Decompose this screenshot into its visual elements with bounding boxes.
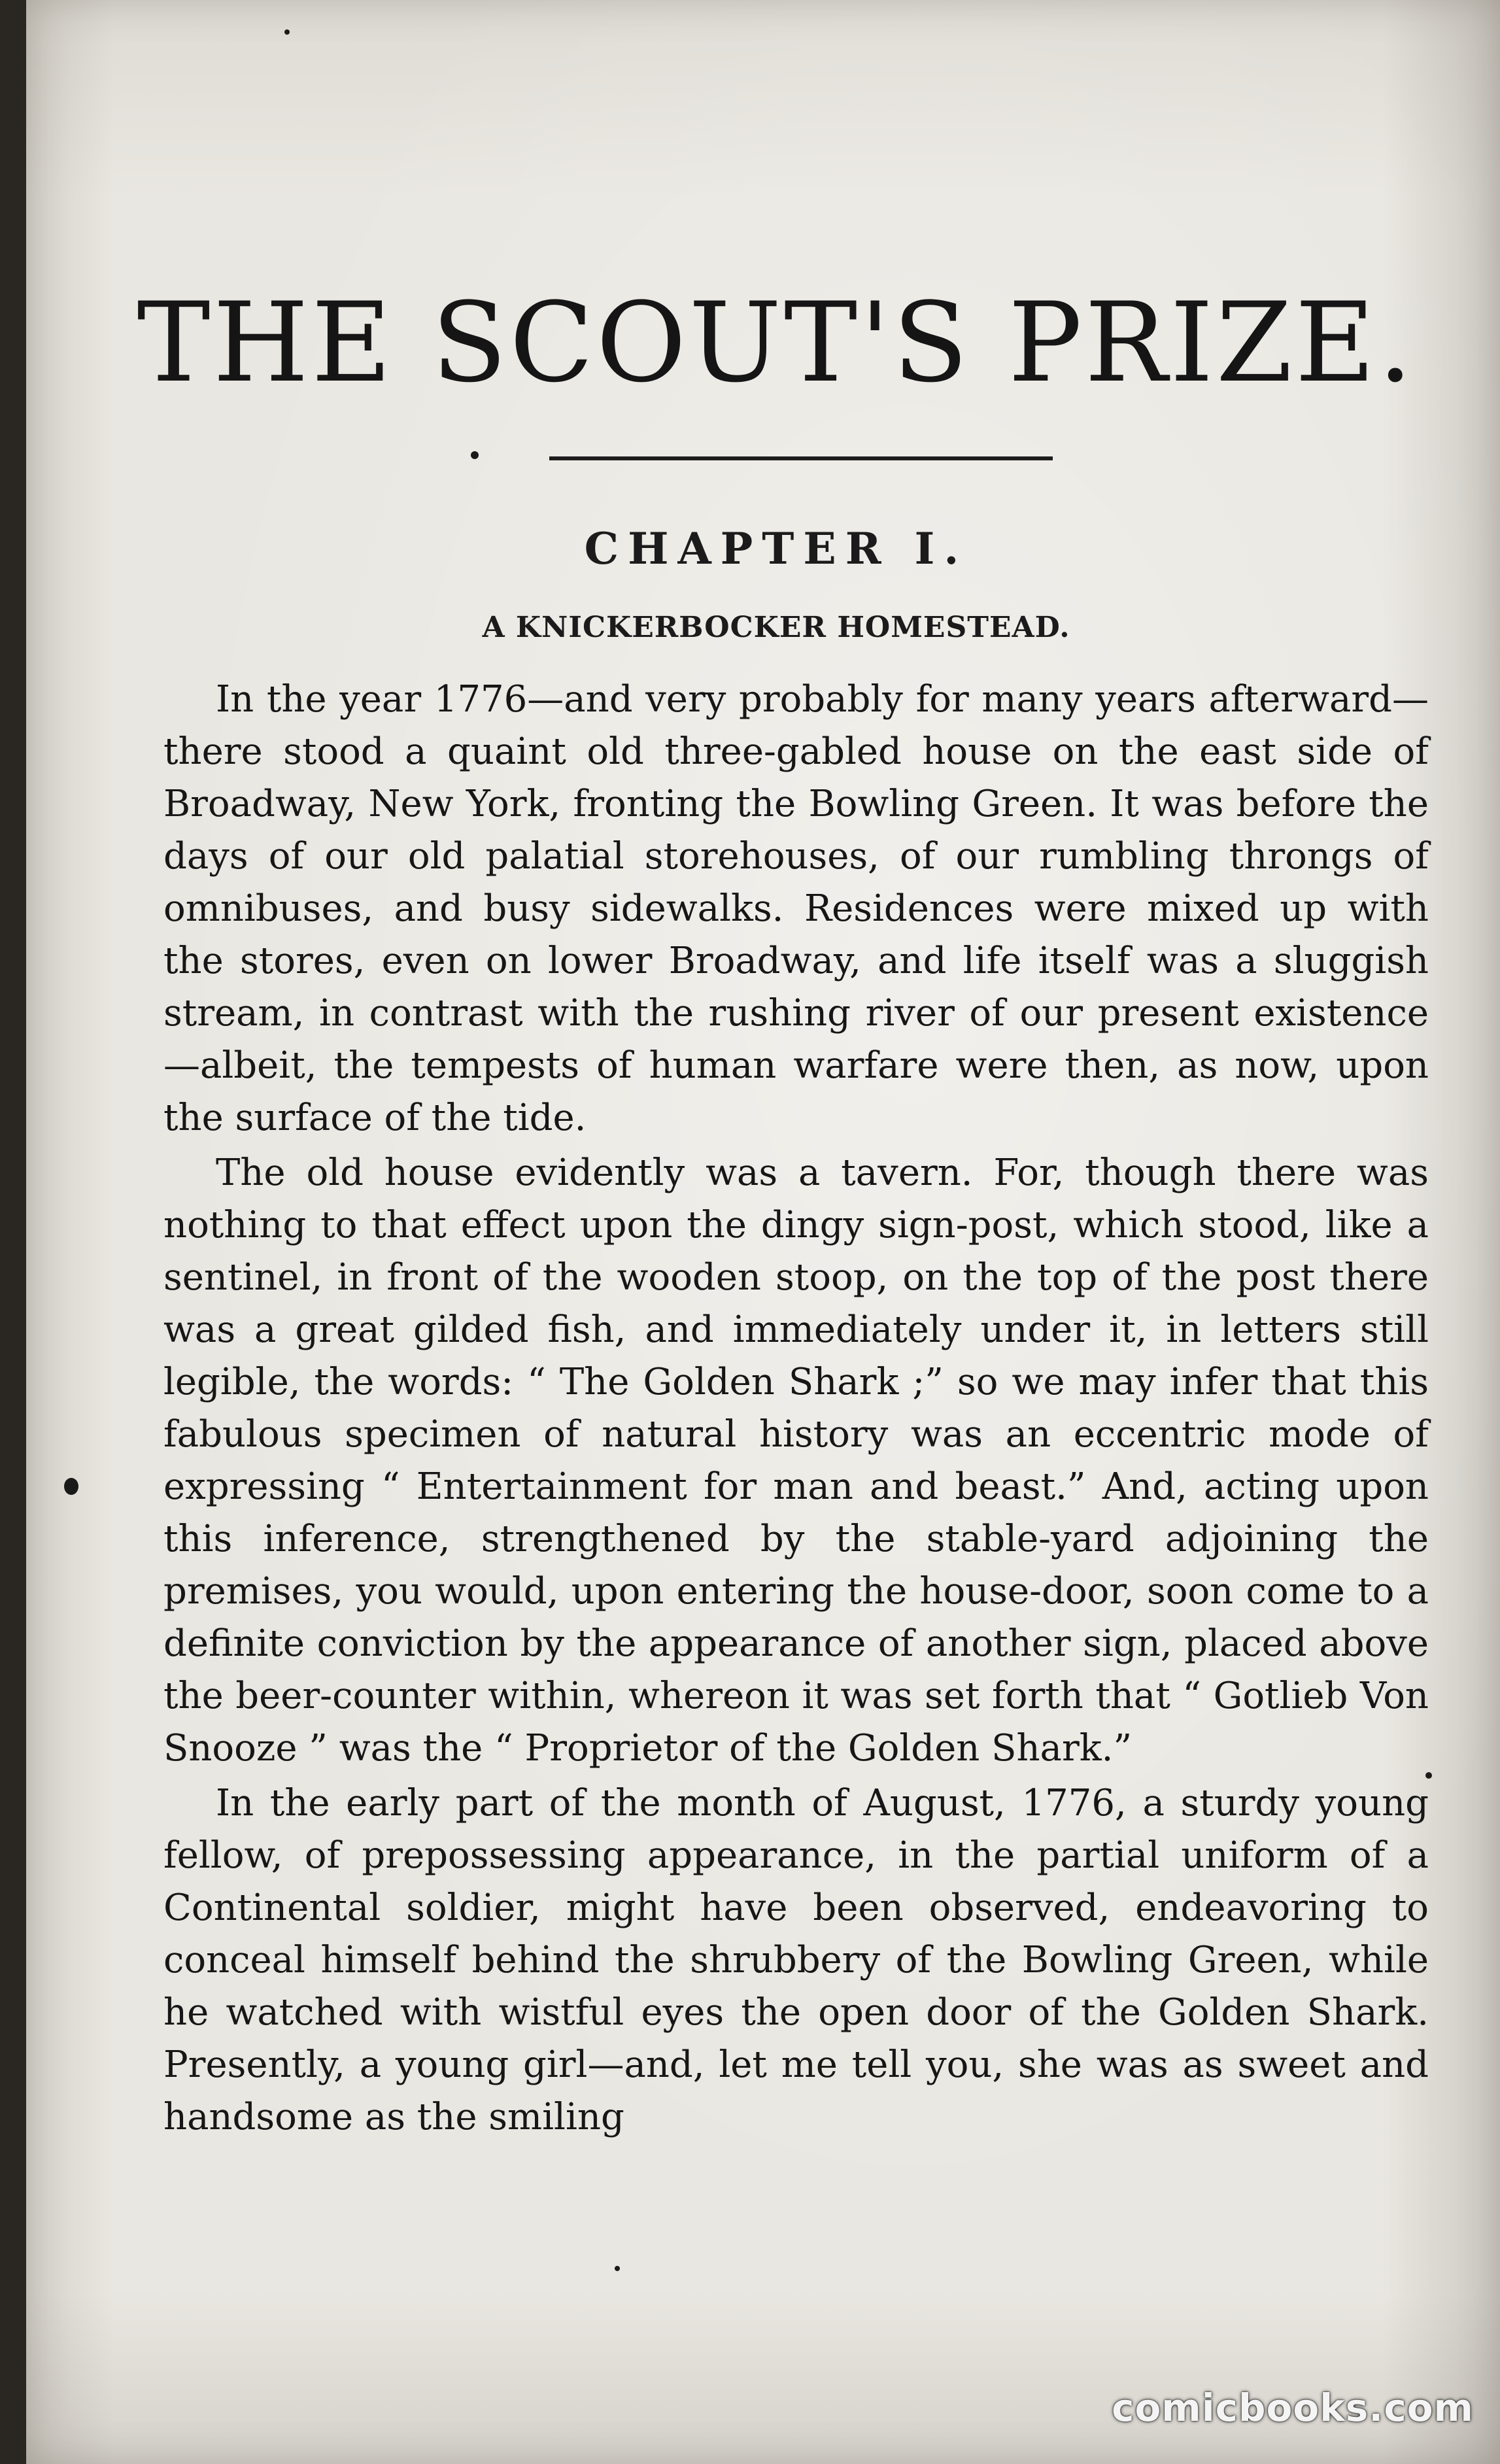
- chapter-heading: CHAPTER I.: [584, 523, 968, 574]
- ink-speck: [615, 2266, 620, 2271]
- ink-speck: [471, 451, 479, 459]
- book-title: THE SCOUT'S PRIZE.: [137, 279, 1416, 407]
- chapter-title: A KNICKERBOCKER HOMESTEAD.: [482, 611, 1070, 644]
- ink-speck: [284, 29, 290, 35]
- chapter-body-text: [163, 674, 1429, 2144]
- paragraph-1: In the year 1776—and very probably for many years afterward—there stood a quaint old three-gabled house on the east side of Broadway, New York, fronting the Bowling Green. It was before the days of our old palatial storehouses, of our rumbling throngs of omnibuses, and busy sidewalks. Residences were mixed up with the stores, even on lower Broadway, and life itself was a sluggish stream, in contrast with the rushing river of our present existence—albeit, the tempests of human warfare were then, as now, upon the surface of the tide.: [163, 678, 1429, 1139]
- book-page: [26, 0, 1500, 2464]
- title-divider-rule: [549, 456, 1053, 460]
- ink-speck: [1425, 1772, 1432, 1779]
- paragraph-2: The old house evidently was a tavern. For, though there was nothing to that effect upon the dingy sign-post, which stood, like a sentinel, in front of the wooden stoop, on the top of the post there was a great gilded fish, and immediately under it, in letters still legible, the words: “ The Golden Shark ;” so we may infer that this fabulous specimen of natural history was an eccentric mode of expressing “ Entertainment for man and beast.” And, acting upon this inference, strengthened by the stable-yard adjoining the premises, you would, upon entering the house-door, soon come to a definite conviction by the appearance of another sign, placed above the beer-counter within, whereon it was set forth that “ Gotlieb Von Snooze ” was the “ Proprietor of the Golden Shark.”: [163, 1152, 1429, 1770]
- show-through-texture: [131, 78, 1425, 128]
- ink-speck: [64, 1478, 78, 1495]
- watermark-text: comicbooks.com: [1112, 2386, 1474, 2430]
- paragraph-3: In the early part of the month of August, 1776, a sturdy young fellow, of prepossessing appearance, in the partial uniform of a Continental soldier, might have been observed, endeavoring to conceal himself behind the shrubbery of the Bowling Green, while he watched with wistful eyes the open door of the Golden Shark. Presently, a young girl—and, let me tell you, she was as sweet and handsome as the smiling: [163, 1782, 1429, 2138]
